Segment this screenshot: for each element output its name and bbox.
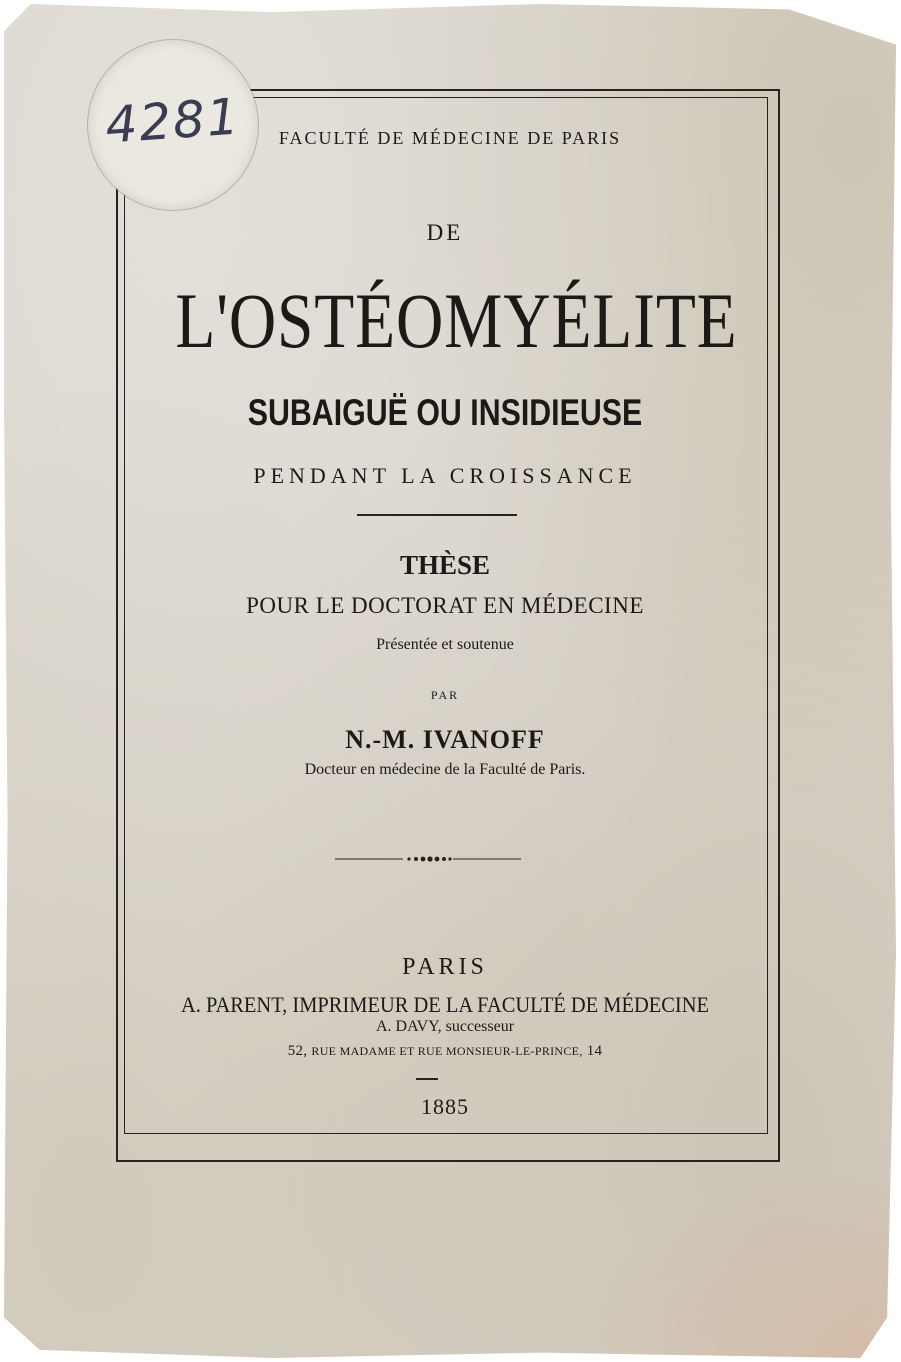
divider-rule xyxy=(357,514,517,516)
subtitle: SUBAIGUË OU INSIDIEUSE xyxy=(247,392,643,433)
imprint-address xyxy=(124,1043,766,1060)
by-line: PAR xyxy=(430,688,460,702)
imprint-year: 1885 xyxy=(421,1094,469,1119)
subtitle-secondary: PENDANT LA CROISSANCE xyxy=(253,463,637,488)
address-street: RUE MADAME ET RUE MONSIEUR-LE-PRINCE, xyxy=(311,1044,583,1058)
year-rule xyxy=(416,1078,438,1080)
library-number: 4281 xyxy=(103,87,243,155)
thesis-heading: THÈSE xyxy=(399,550,491,580)
library-label xyxy=(88,40,258,210)
faculty-heading: FACULTÉ DE MÉDECINE DE PARIS xyxy=(278,128,622,148)
degree-line: POUR LE DOCTORAT EN MÉDECINE xyxy=(246,593,644,618)
author-name: N.-M. IVANOFF xyxy=(345,725,545,754)
ornament-divider xyxy=(335,852,521,866)
imprint-successor: A. DAVY, successeur xyxy=(375,1018,515,1035)
author-title: Docteur en médecine de la Faculté de Paris. xyxy=(304,761,586,778)
paper-stain xyxy=(566,1158,896,1358)
imprint-printer: A. PARENT, IMPRIMEUR DE LA FACULTÉ DE MÉDECINE xyxy=(180,992,710,1017)
presented-line: Présentée et soutenue xyxy=(376,636,514,653)
title-preposition: DE xyxy=(426,220,464,245)
address-number: 52, xyxy=(287,1043,308,1059)
main-title: L'OSTÉOMYÉLITE xyxy=(175,277,738,364)
address-suffix: 14 xyxy=(586,1043,603,1059)
imprint-city: PARIS xyxy=(402,954,488,980)
